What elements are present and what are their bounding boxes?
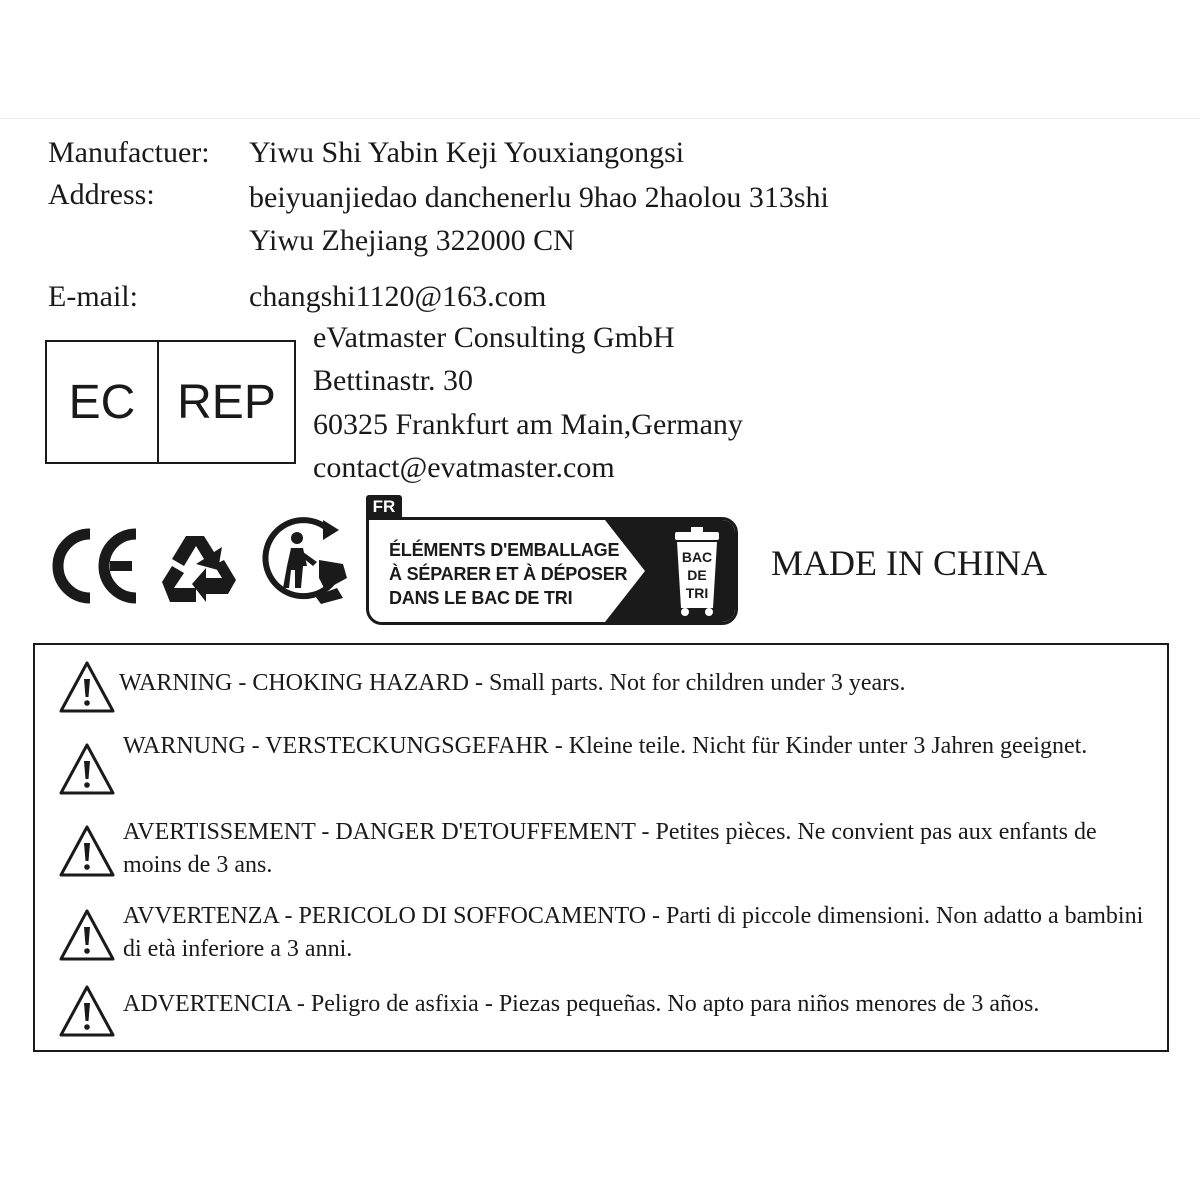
manufacturer-value: Yiwu Shi Yabin Keji Youxiangongsi bbox=[249, 136, 685, 169]
ec-rep-badge bbox=[45, 340, 296, 464]
ec-rep-company: eVatmaster Consulting GmbH bbox=[313, 321, 675, 354]
ec-rep-street: Bettinastr. 30 bbox=[313, 364, 473, 397]
ec-rep-city: 60325 Frankfurt am Main,Germany bbox=[313, 408, 743, 441]
triman-fr-tag: FR bbox=[366, 495, 402, 519]
triman-line2: À SÉPARER ET À DÉPOSER bbox=[389, 564, 628, 584]
warning-text-fr: AVERTISSEMENT - DANGER D'ETOUFFEMENT - Petites pièces. Ne convient pas aux enfants de moins de 3 ans. bbox=[123, 819, 1097, 878]
ec-rep-badge-left: EC bbox=[47, 342, 159, 462]
warning-triangle-icon bbox=[57, 823, 117, 879]
warning-triangle-icon bbox=[57, 741, 117, 797]
warning-box bbox=[33, 643, 1169, 1052]
top-divider bbox=[0, 118, 1200, 119]
ec-rep-badge-right: REP bbox=[177, 375, 276, 429]
triman-sorting-label bbox=[364, 495, 742, 631]
address-line1: beiyuanjiedao danchenerlu 9hao 2haolou 313shi bbox=[249, 181, 829, 214]
triman-text bbox=[389, 538, 627, 610]
tidyman-icon bbox=[259, 516, 355, 606]
warning-triangle-icon bbox=[57, 659, 117, 715]
warning-triangle-icon bbox=[57, 907, 117, 963]
bin-text-3: TRI bbox=[685, 585, 709, 601]
warning-text-en: WARNING - CHOKING HAZARD - Small parts. Not for children under 3 years. bbox=[119, 670, 906, 696]
email-value: changshi1120@163.com bbox=[249, 280, 547, 313]
bin-text-1: BAC bbox=[681, 549, 713, 565]
bin-text-2: DE bbox=[687, 567, 707, 583]
triman-line3: DANS LE BAC DE TRI bbox=[389, 588, 573, 608]
ec-rep-contact: contact@evatmaster.com bbox=[313, 451, 615, 484]
sorting-bin-icon bbox=[605, 520, 735, 622]
address-line2: Yiwu Zhejiang 322000 CN bbox=[249, 224, 575, 257]
warning-text-es: ADVERTENCIA - Peligro de asfixia - Piezas pequeñas. No apto para niños menores de 3 años. bbox=[123, 991, 1040, 1017]
triman-line1: ÉLÉMENTS D'EMBALLAGE bbox=[389, 540, 620, 560]
triman-box bbox=[366, 517, 738, 625]
warning-triangle-icon bbox=[57, 983, 117, 1039]
email-label: E-mail: bbox=[48, 280, 138, 313]
recycle-icon bbox=[156, 526, 242, 606]
made-in-label: MADE IN CHINA bbox=[771, 543, 1047, 583]
warning-text-it: AVVERTENZA - PERICOLO DI SOFFOCAMENTO - Parti di piccole dimensioni. Non adatto a bambini di età inferiore a 3 anni. bbox=[123, 903, 1144, 962]
ce-mark-icon bbox=[52, 524, 140, 608]
manufacturer-label: Manufactuer: bbox=[48, 136, 210, 169]
address-label: Address: bbox=[48, 178, 155, 211]
warning-text-de: WARNUNG - VERSTECKUNGSGEFAHR - Kleine teile. Nicht für Kinder unter 3 Jahren geeignet. bbox=[123, 733, 1088, 759]
